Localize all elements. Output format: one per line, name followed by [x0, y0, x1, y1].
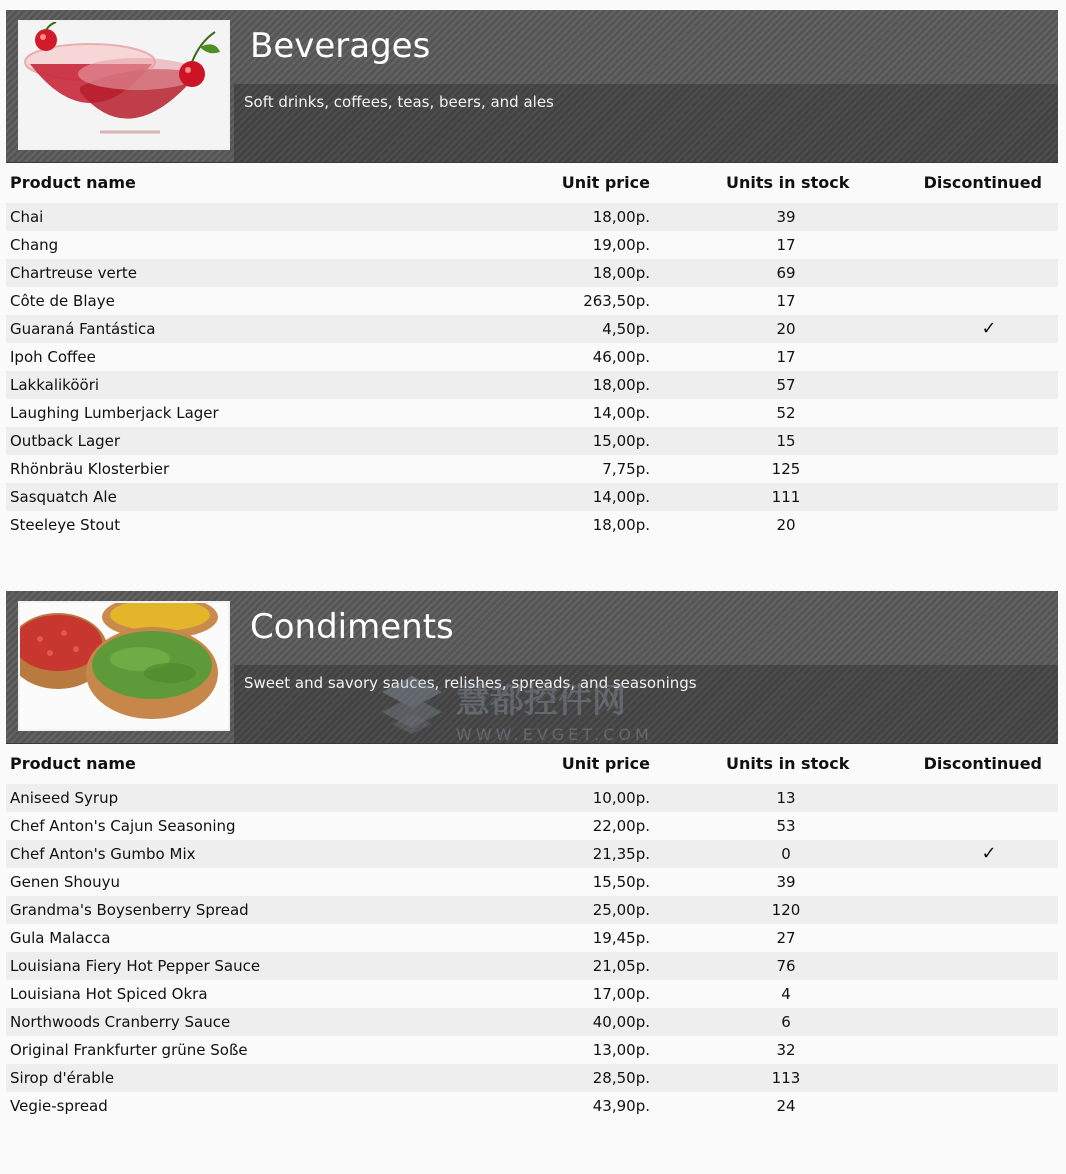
unit-price-cell: 25,00р. [592, 901, 650, 919]
table-row [6, 1064, 1058, 1092]
discontinued-check-icon: ✓ [981, 843, 997, 864]
units-in-stock-cell: 69 [776, 264, 796, 282]
product-name-cell: Outback Lager [10, 432, 121, 450]
units-in-stock-cell: 17 [776, 236, 796, 254]
units-in-stock-cell: 52 [776, 404, 796, 422]
column-header-unit-price: Unit price [561, 754, 650, 773]
product-name-cell: Genen Shouyu [10, 873, 120, 891]
product-name-cell: Chef Anton's Cajun Seasoning [10, 817, 236, 835]
products-table [6, 163, 1058, 539]
table-row [6, 511, 1058, 539]
unit-price-cell: 18,00р. [592, 264, 650, 282]
product-name-cell: Laughing Lumberjack Lager [10, 404, 219, 422]
table-row [6, 1008, 1058, 1036]
unit-price-cell: 18,00р. [592, 516, 650, 534]
units-in-stock-cell: 53 [776, 817, 796, 835]
table-row [6, 812, 1058, 840]
units-in-stock-cell: 20 [776, 516, 796, 534]
table-row [6, 1092, 1058, 1120]
product-name-cell: Rhönbräu Klosterbier [10, 460, 170, 478]
table-row [6, 952, 1058, 980]
column-header-units-in-stock: Units in stock [726, 754, 850, 773]
units-in-stock-cell: 20 [776, 320, 796, 338]
category-banner [6, 591, 1058, 744]
units-in-stock-cell: 57 [776, 376, 796, 394]
units-in-stock-cell: 6 [781, 1013, 791, 1031]
table-row [6, 784, 1058, 812]
table-row [6, 455, 1058, 483]
column-header-units-in-stock: Units in stock [726, 173, 850, 192]
column-header-discontinued: Discontinued [923, 754, 1042, 773]
units-in-stock-cell: 113 [771, 1069, 801, 1087]
table-row [6, 1036, 1058, 1064]
category-title: Beverages [250, 26, 431, 66]
units-in-stock-cell: 120 [771, 901, 801, 919]
table-row [6, 259, 1058, 287]
category-section-condiments [6, 591, 1058, 1120]
products-table [6, 744, 1058, 1120]
product-name-cell: Louisiana Fiery Hot Pepper Sauce [10, 957, 261, 975]
table-row [6, 231, 1058, 259]
product-name-cell: Northwoods Cranberry Sauce [10, 1013, 231, 1031]
table-row [6, 840, 1058, 868]
table-row [6, 343, 1058, 371]
product-name-cell: Chang [10, 236, 59, 254]
unit-price-cell: 7,75р. [602, 460, 650, 478]
unit-price-cell: 17,00р. [592, 985, 650, 1003]
units-in-stock-cell: 111 [771, 488, 801, 506]
units-in-stock-cell: 17 [776, 292, 796, 310]
unit-price-cell: 4,50р. [602, 320, 650, 338]
table-row [6, 371, 1058, 399]
units-in-stock-cell: 125 [771, 460, 801, 478]
category-banner [6, 10, 1058, 163]
table-row [6, 896, 1058, 924]
column-header-discontinued: Discontinued [923, 173, 1042, 192]
unit-price-cell: 43,90р. [592, 1097, 650, 1115]
unit-price-cell: 13,00р. [592, 1041, 650, 1059]
table-body [6, 784, 1058, 1120]
units-in-stock-cell: 13 [776, 789, 796, 807]
unit-price-cell: 10,00р. [592, 789, 650, 807]
category-description: Sweet and savory sauces, relishes, spreads, and seasonings [244, 674, 697, 692]
product-name-cell: Grandma's Boysenberry Spread [10, 901, 249, 919]
table-header-row [6, 744, 1058, 784]
product-name-cell: Chai [10, 208, 44, 226]
table-row [6, 924, 1058, 952]
watermark-brand: 慧都控件网 [456, 681, 626, 721]
product-name-cell: Chef Anton's Gumbo Mix [10, 845, 196, 863]
unit-price-cell: 19,45р. [592, 929, 650, 947]
product-name-cell: Original Frankfurter grüne Soße [10, 1041, 248, 1059]
product-name-cell: Vegie-spread [10, 1097, 108, 1115]
table-row [6, 868, 1058, 896]
product-name-cell: Gula Malacca [10, 929, 111, 947]
unit-price-cell: 22,00р. [592, 817, 650, 835]
unit-price-cell: 19,00р. [592, 236, 650, 254]
category-image-cocktail [18, 20, 230, 150]
unit-price-cell: 14,00р. [592, 404, 650, 422]
unit-price-cell: 15,00р. [592, 432, 650, 450]
units-in-stock-cell: 15 [776, 432, 796, 450]
watermark-url: WWW.EVGET.COM [456, 725, 653, 744]
table-row [6, 483, 1058, 511]
category-title: Condiments [250, 607, 454, 647]
column-header-product-name: Product name [10, 754, 136, 773]
category-image-spices [18, 601, 230, 731]
table-body [6, 203, 1058, 539]
unit-price-cell: 21,35р. [592, 845, 650, 863]
unit-price-cell: 40,00р. [592, 1013, 650, 1031]
units-in-stock-cell: 39 [776, 873, 796, 891]
product-name-cell: Sasquatch Ale [10, 488, 117, 506]
unit-price-cell: 21,05р. [592, 957, 650, 975]
unit-price-cell: 263,50р. [583, 292, 650, 310]
units-in-stock-cell: 76 [776, 957, 796, 975]
product-name-cell: Louisiana Hot Spiced Okra [10, 985, 208, 1003]
column-header-unit-price: Unit price [561, 173, 650, 192]
table-row [6, 427, 1058, 455]
product-name-cell: Lakkalikööri [10, 376, 100, 394]
product-name-cell: Steeleye Stout [10, 516, 121, 534]
units-in-stock-cell: 17 [776, 348, 796, 366]
unit-price-cell: 15,50р. [592, 873, 650, 891]
units-in-stock-cell: 24 [776, 1097, 796, 1115]
units-in-stock-cell: 27 [776, 929, 796, 947]
units-in-stock-cell: 0 [781, 845, 791, 863]
table-row [6, 399, 1058, 427]
unit-price-cell: 18,00р. [592, 376, 650, 394]
category-section-beverages [6, 10, 1058, 539]
units-in-stock-cell: 39 [776, 208, 796, 226]
table-row [6, 315, 1058, 343]
unit-price-cell: 14,00р. [592, 488, 650, 506]
unit-price-cell: 28,50р. [592, 1069, 650, 1087]
table-row [6, 203, 1058, 231]
category-description: Soft drinks, coffees, teas, beers, and ales [244, 93, 554, 111]
table-header-row [6, 163, 1058, 203]
product-name-cell: Aniseed Syrup [10, 789, 119, 807]
units-in-stock-cell: 4 [781, 985, 791, 1003]
table-row [6, 287, 1058, 315]
product-name-cell: Guaraná Fantástica [10, 320, 156, 338]
unit-price-cell: 46,00р. [592, 348, 650, 366]
discontinued-check-icon: ✓ [981, 318, 997, 339]
product-name-cell: Chartreuse verte [10, 264, 137, 282]
table-row [6, 980, 1058, 1008]
product-name-cell: Sirop d'érable [10, 1069, 115, 1087]
unit-price-cell: 18,00р. [592, 208, 650, 226]
column-header-product-name: Product name [10, 173, 136, 192]
units-in-stock-cell: 32 [776, 1041, 796, 1059]
product-name-cell: Ipoh Coffee [10, 348, 96, 366]
product-name-cell: Côte de Blaye [10, 292, 115, 310]
